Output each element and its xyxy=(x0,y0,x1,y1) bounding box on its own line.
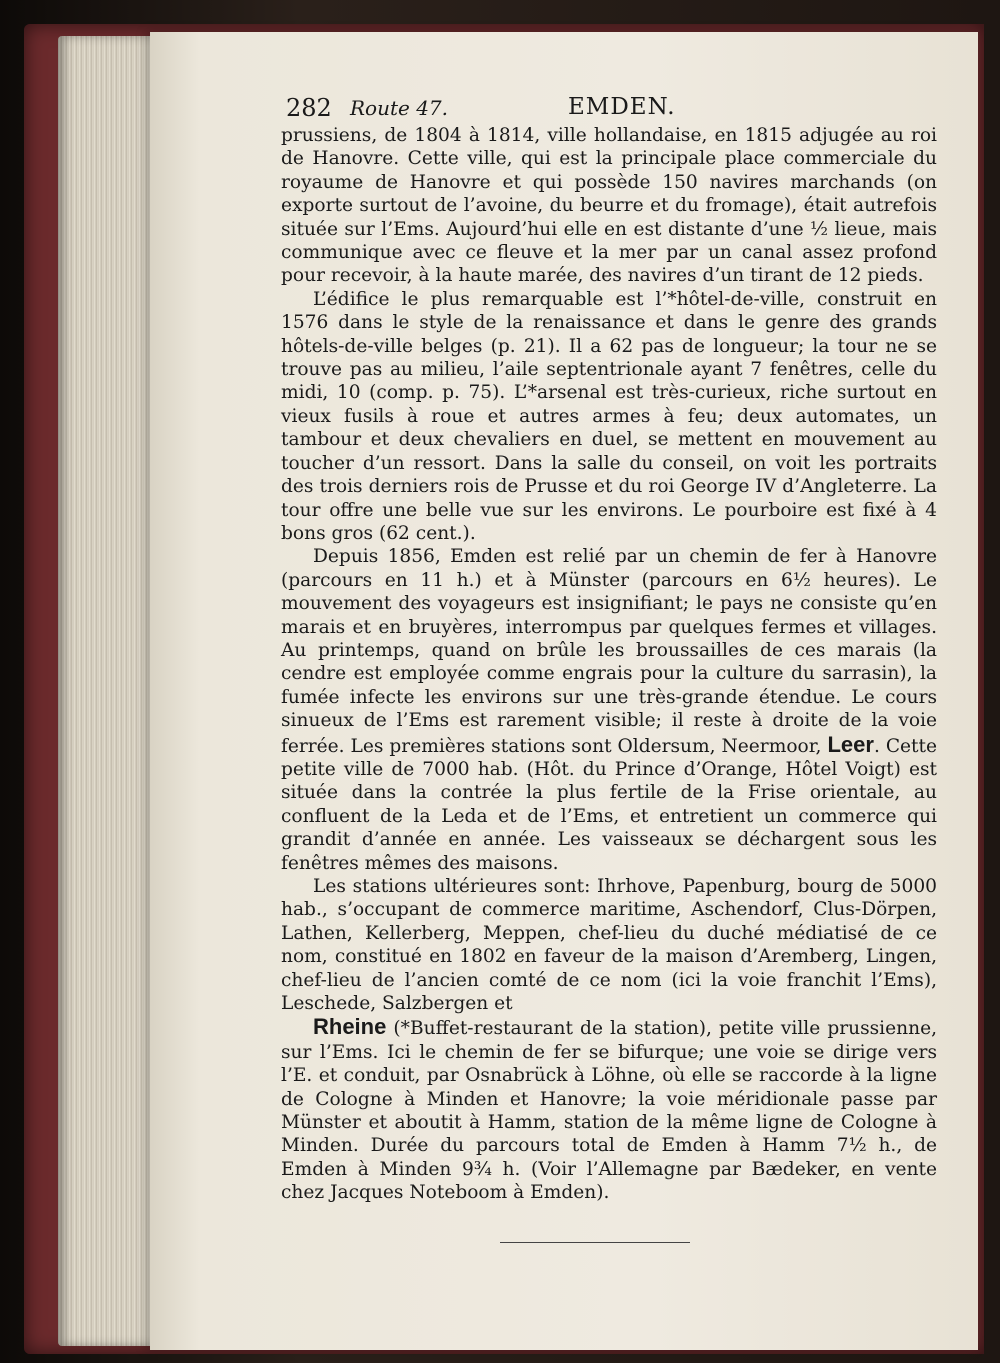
running-header xyxy=(286,88,938,122)
page-title: EMDEN. xyxy=(568,94,676,120)
body-text xyxy=(281,124,937,1205)
paragraph-3-text: Depuis 1856, Emden est relié par un chemin de fer à Hanovre (parcours en 11 h.) et à Münster (parcours en 6½ heures). Le mouvement des voyageurs est insignifiant; le pays ne consiste qu’en marais et en bruyères, interrompus par quelques fermes et villages. Au printemps, quand on brûle les broussailles de ces marais (la cendre est employée comme engrais pour la culture du sarrasin), la fumée infecte les environs sur une très-grande étendue. Le cours sinueux de l’Ems est rarement visible; il reste à droite de la voie ferrée. Les premières stations sont Oldersum, Neermoor, xyxy=(281,546,937,757)
rheine-heading: Rheine xyxy=(313,1014,387,1040)
page-number: 282 xyxy=(286,94,332,122)
leer-text: . Cette petite ville de 7000 hab. (Hôt. du Prince d’Orange, Hôtel Voigt) est située dans la contrée la plus fertile de la Frise orientale, au confluent de la Leda et de l’Ems, et entretient un commerce qui grandit d’année en année. Les vaisseaux se déchargent sous les fenêtres mêmes des maisons. xyxy=(281,735,937,874)
route-label: Route 47. xyxy=(350,96,449,120)
paragraph-1: prussiens, de 1804 à 1814, ville hollandaise, en 1815 adjugée au roi de Hanovre. Cette ville, qui est la principale place commerciale du royaume de Hanovre et qui possède 150 navires marchands (on exporte surtout de l’avoine, du beurre et du fromage), était autrefois située sur l’Ems. Aujourd’hui elle en est distante d’une ½ lieue, mais communique avec ce fleuve et la mer par un canal assez profond pour recevoir, à la haute marée, des navires d’un tirant de 12 pieds. xyxy=(281,125,937,287)
paragraph-4: Les stations ultérieures sont: Ihrhove, Papenburg, bourg de 5000 hab., s’occupant de commerce maritime, Aschendorf, Clus-Dörpen, Lathen, Kellerberg, Meppen, chef-lieu du duché médiatisé de ce nom, constitué en 1802 en faveur de la maison d’Aremberg, Lingen, chef-lieu de l’ancien comté de ce nom (ici la voie franchit l’Ems), Leschede, Salzbergen et xyxy=(281,876,937,1015)
rheine-text: (*Buffet-restaurant de la station), petite ville prussienne, sur l’Ems. Ici le chemin de fer se bifurque; une voie se dirige vers l’E. et conduit, par Osnabrück à Löhne, où elle se raccorde à la ligne de Cologne à Minden et Hanovre; la voie méridionale passe par Münster et aboutit à Hamm, station de la même ligne de Cologne à Minden. Durée du parcours total de Emden à Hamm 7½ h., de Emden à Minden 9¾ h. (Voir l’Allemagne par Bædeker, en vente chez Jacques Noteboom à Emden). xyxy=(281,1018,937,1204)
paragraph-3 xyxy=(281,545,937,875)
paragraph-5 xyxy=(281,1015,937,1204)
paragraph-2: L’édifice le plus remarquable est l’*hôtel-de-ville, construit en 1576 dans le style de la renaissance et dans le genre des grands hôtels-de-ville belges (p. 21). Il a 62 pas de longueur; la tour ne se trouve pas au milieu, l’aile septentrionale ayant 7 fenêtres, celle du midi, 10 (comp. p. 75). L’*arsenal est très-curieux, riche surtout en vieux fusils à roue et autres armes à feu; deux automates, un tambour et deux chevaliers en duel, se mettent en mouvement au toucher d’un ressort. Dans la salle du conseil, on voit les portraits des trois derniers rois de Prusse et du roi George IV d’Angleterre. La tour offre une belle vue sur les environs. Le pourboire est fixé à 4 bons gros (62 cent.). xyxy=(281,288,937,544)
leer-heading: Leer xyxy=(827,731,874,757)
footer-rule xyxy=(500,1242,690,1243)
